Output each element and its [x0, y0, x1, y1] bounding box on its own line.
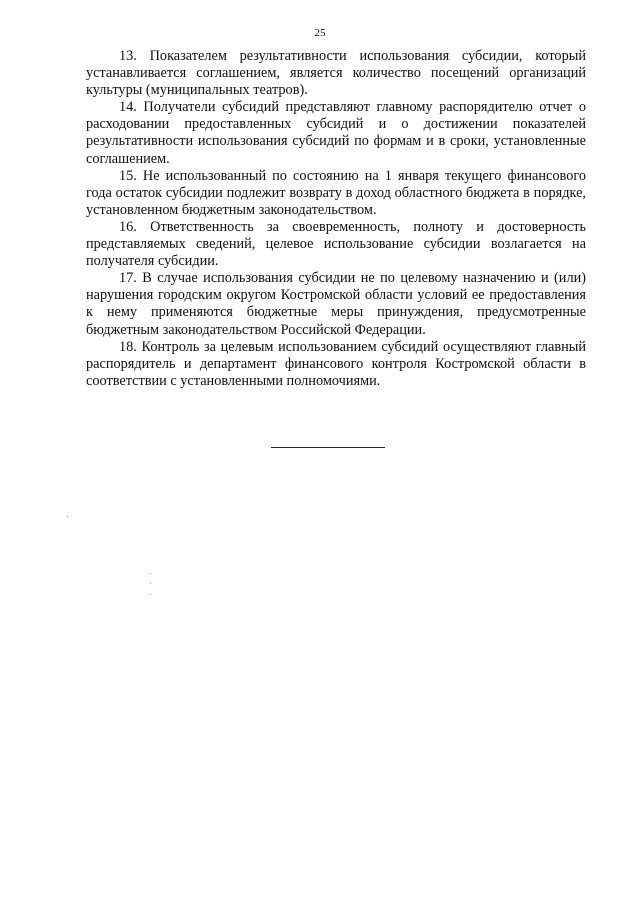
- scan-speck: [150, 583, 151, 584]
- end-of-text-line: [271, 447, 385, 448]
- paragraph-15: 15. Не использованный по состоянию на 1 января текущего финансового года остаток субсидии подлежит возврату в доход областного бюджета в порядке, установленном бюджетным законодательством.: [86, 167, 586, 218]
- page-number: 25: [314, 27, 326, 39]
- document-body: [86, 48, 586, 390]
- scan-speck: [150, 594, 151, 595]
- paragraph-17: 17. В случае использования субсидии не по целевому назначению и (или) нарушения городским округом Костромской области условий ее предоставления к нему применяются бюджетные меры принуждения, предусмотренные бюджетным законодательством Российской Федерации.: [86, 270, 586, 338]
- paragraph-16: 16. Ответственность за своевременность, полноту и достоверность представляемых сведений, целевое использование субсидии возлагается на получателя субсидии.: [86, 218, 586, 270]
- scan-speck: [67, 516, 68, 517]
- paragraph-14: 14. Получатели субсидий представляют главному распорядителю отчет о расходовании предоставленных субсидий и о достижении показателей результативности использования субсидий по формам и в сроки, установленные соглашением.: [86, 99, 586, 167]
- paragraph-18: 18. Контроль за целевым использованием субсидий осуществляют главный распорядитель и департамент финансового контроля Костромской области в соответствии с установленными полномочиями.: [86, 338, 586, 389]
- scan-speck: [150, 573, 151, 574]
- paragraph-13: 13. Показателем результативности использования субсидии, который устанавливается соглашением, является количество посещений организаций культуры (муниципальных театров).: [86, 48, 586, 99]
